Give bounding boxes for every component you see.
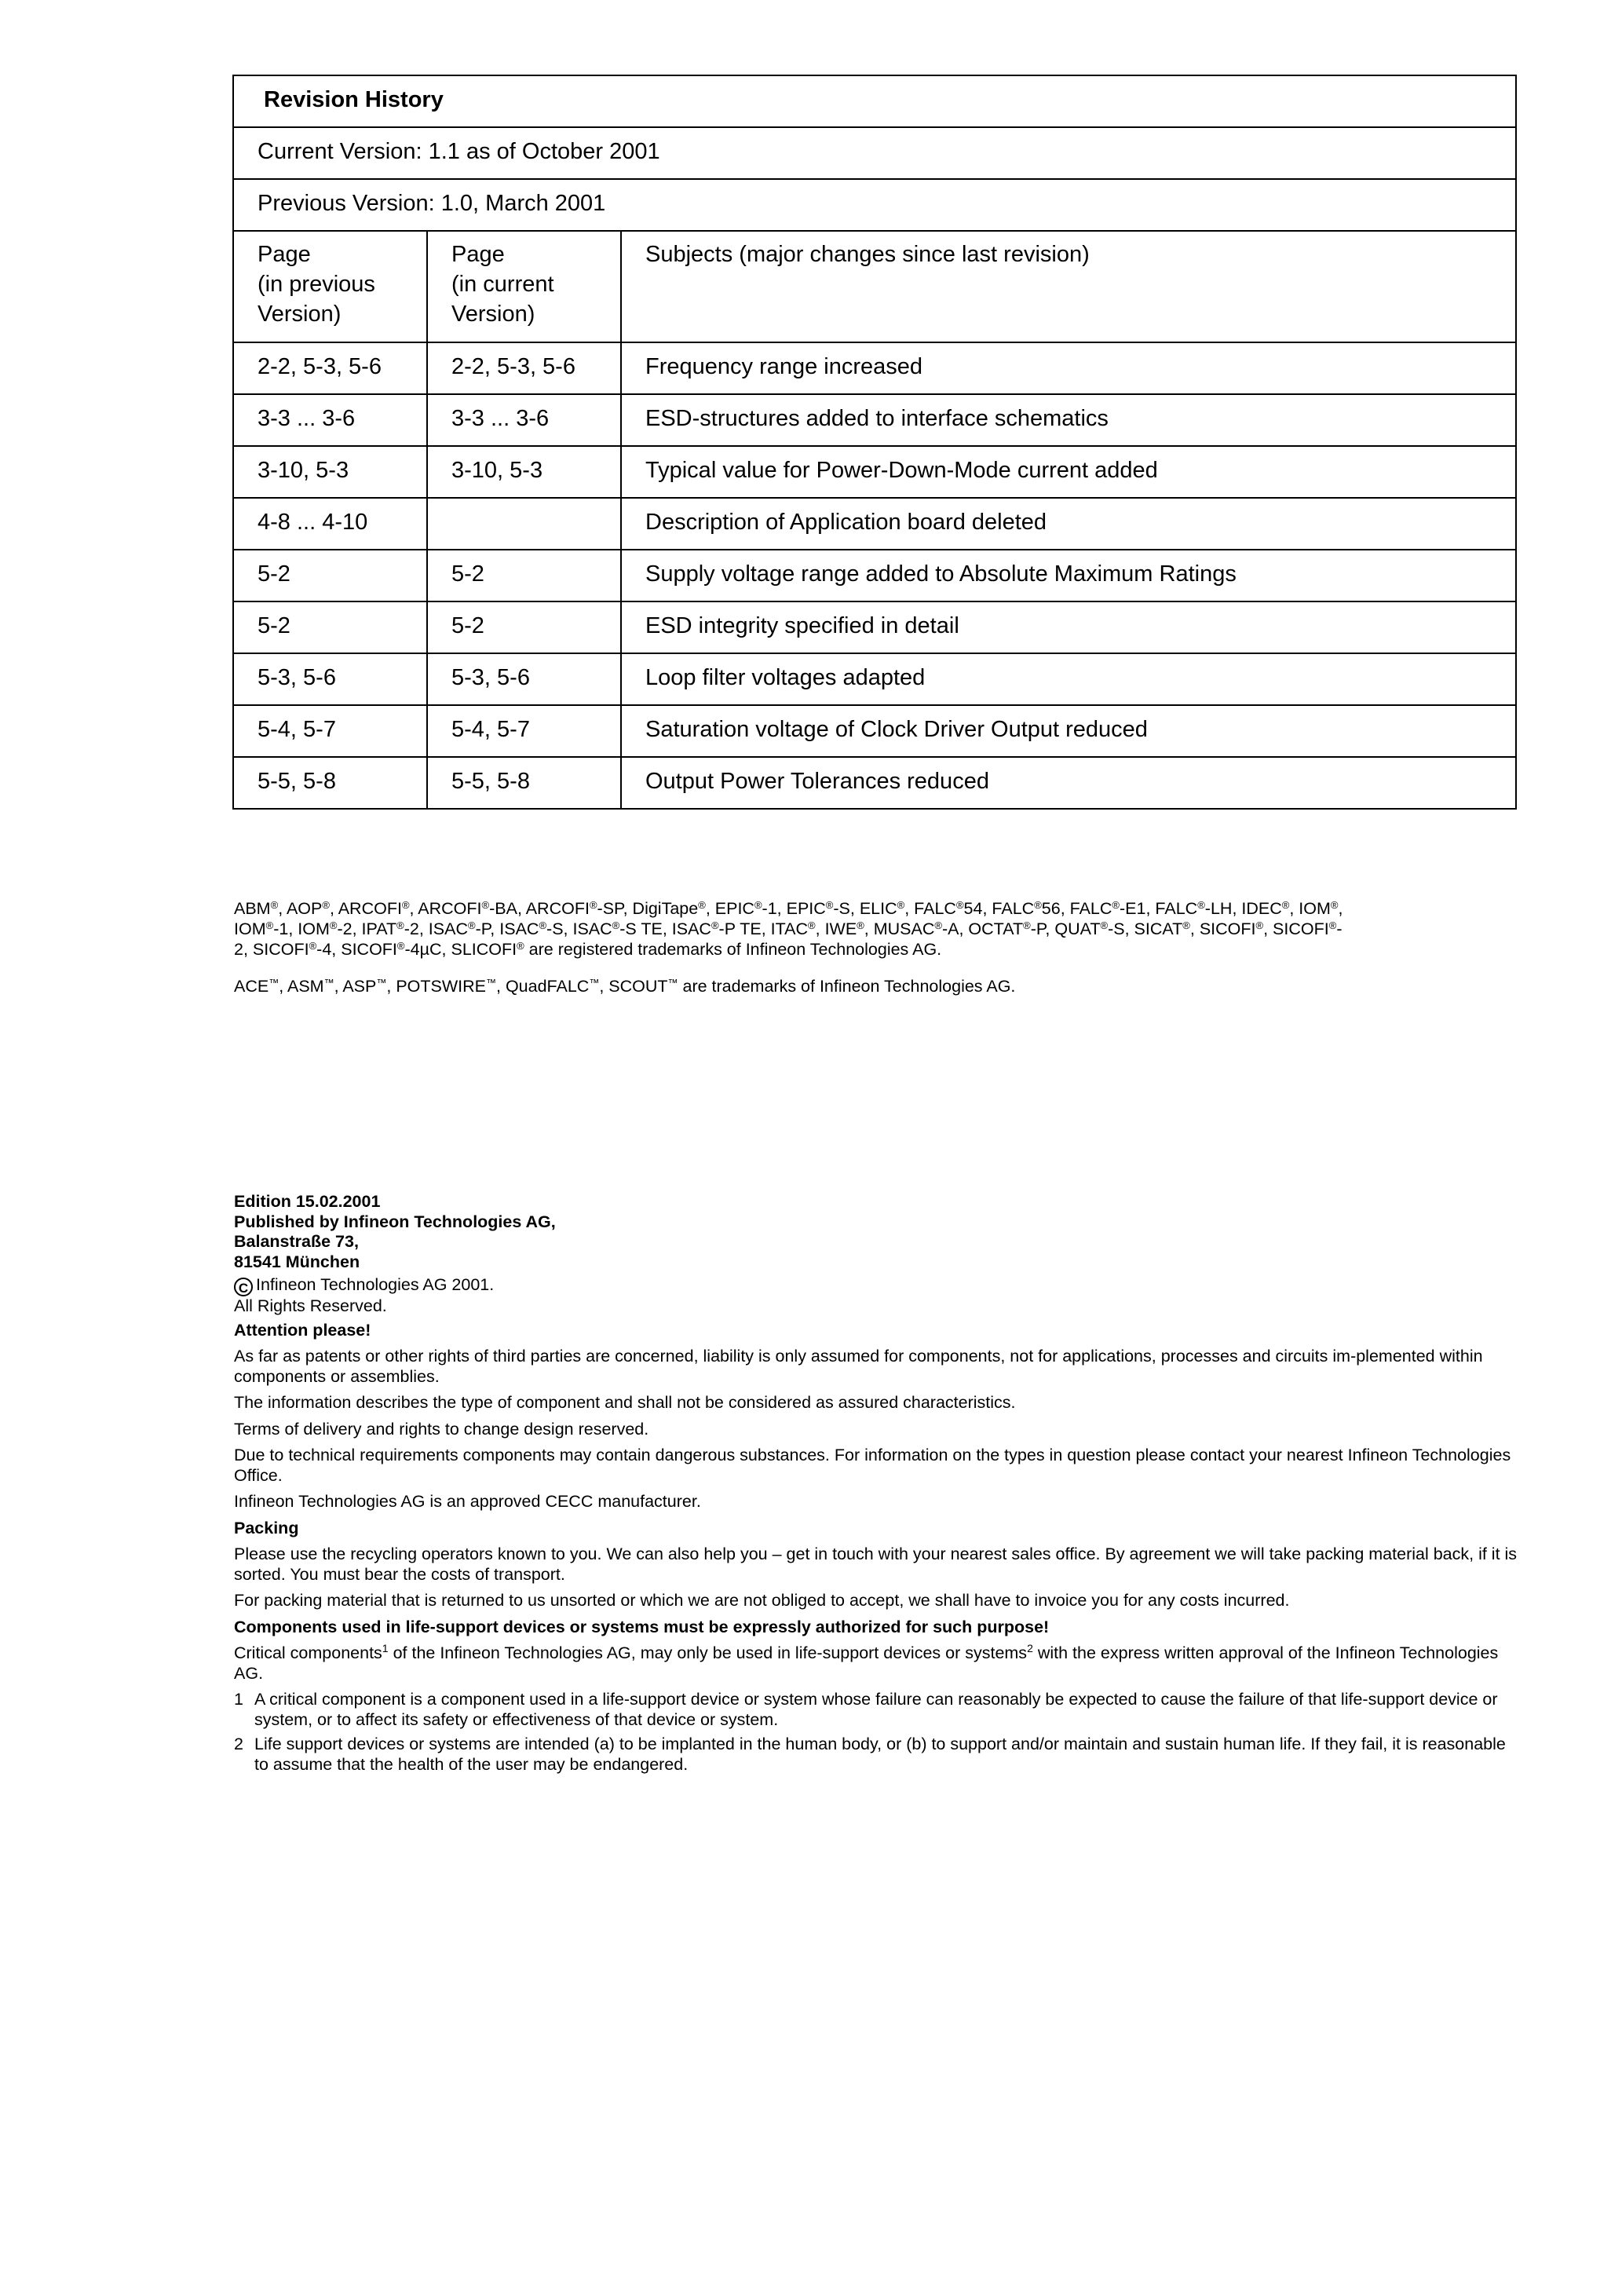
text-run: -4, SICOFI: [316, 940, 397, 959]
superscript-mark: ®: [539, 919, 547, 931]
subject-cell: Typical value for Power-Down-Mode current added: [621, 446, 1516, 498]
publisher: Published by Infineon Technologies AG,: [234, 1212, 556, 1231]
superscript-mark: ®: [309, 940, 317, 952]
text-run: -1, EPIC: [762, 899, 826, 918]
header-line: (in previous: [258, 272, 375, 297]
header-line: Version): [258, 302, 342, 327]
page-previous-cell: 4-8 ... 4-10: [233, 498, 427, 550]
text-run: , ARCOFI: [329, 899, 402, 918]
previous-version: Previous Version: 1.0, March 2001: [233, 179, 1516, 231]
text-run: of the Infineon Technologies AG, may only be used in life-support devices or systems: [388, 1643, 1028, 1662]
attention-paragraph: The information describes the type of component and shall not be considered as assured characteristics.: [234, 1393, 1016, 1412]
text-run: , ARCOFI: [409, 899, 482, 918]
text-run: -E1, FALC: [1120, 899, 1198, 918]
text-run: , SICOFI: [1263, 919, 1329, 938]
superscript-mark: ®: [467, 919, 476, 931]
superscript-mark: ™: [589, 977, 600, 989]
header-line: Version): [451, 302, 535, 327]
superscript-mark: ®: [396, 940, 405, 952]
attention-paragraph: As far as patents or other rights of third parties are concerned, liability is only assumed for components, not for applications, processes and circuits im-plemented within components or assemblies.: [234, 1347, 1483, 1386]
trademark-line: [234, 898, 1518, 919]
packing-paragraph: Please use the recycling operators known to you. We can also help you – get in touch with your nearest sales office. By agreement we will take packing material back, if it is sorted. You must bear the costs of transport.: [234, 1545, 1518, 1584]
table-row: [233, 757, 1516, 809]
packing-heading: Packing: [234, 1518, 299, 1537]
text-run: , MUSAC: [864, 919, 935, 938]
text-run: , IOM: [1289, 899, 1331, 918]
text-run: with the express written approval of the Infineon Technologies AG.: [234, 1643, 1499, 1683]
superscript-mark: ®: [711, 919, 719, 931]
superscript-mark: ™: [376, 977, 387, 989]
superscript-mark: ®: [825, 899, 834, 911]
header-subjects: Subjects (major changes since last revision): [621, 231, 1516, 342]
superscript-mark: 1: [382, 1642, 389, 1654]
imprint: [234, 1192, 1518, 1779]
footnote-number: 1: [234, 1690, 243, 1709]
superscript-mark: ®: [481, 899, 490, 911]
text-run: , POTSWIRE: [386, 977, 486, 996]
page-current-cell: 5-4, 5-7: [427, 705, 621, 757]
page-current-cell: [427, 498, 621, 550]
text-run: -SP, DigiTape: [597, 899, 699, 918]
trademark-line: [234, 976, 1518, 996]
attention-heading: Attention please!: [234, 1320, 371, 1340]
superscript-mark: ™: [667, 977, 678, 989]
text-run: -P, QUAT: [1030, 919, 1101, 938]
page-current-cell: 3-3 ... 3-6: [427, 394, 621, 446]
text-run: , QuadFALC: [496, 977, 590, 996]
superscript-mark: ®: [270, 899, 279, 911]
subject-cell: ESD integrity specified in detail: [621, 601, 1516, 653]
superscript-mark: ®: [1112, 899, 1120, 911]
header-line: Page: [451, 242, 505, 267]
text-run: -S, ISAC: [546, 919, 612, 938]
attention-paragraph: Terms of delivery and rights to change design reserved.: [234, 1419, 649, 1439]
table-row: [233, 342, 1516, 394]
page-current-cell: 5-2: [427, 550, 621, 601]
text-run: , IWE: [815, 919, 857, 938]
copyright-icon: C: [234, 1278, 253, 1296]
superscript-mark: ®: [517, 940, 524, 952]
superscript-mark: ®: [857, 919, 864, 931]
critical-components-paragraph: [234, 1643, 1518, 1684]
subject-cell: Saturation voltage of Clock Driver Output reduced: [621, 705, 1516, 757]
table-header-row: [233, 231, 1516, 342]
text-run: -P, ISAC: [475, 919, 539, 938]
life-support-heading: Components used in life-support devices or systems must be expressly authorized for such purpose!: [234, 1617, 1050, 1636]
current-version-row: [233, 127, 1516, 179]
packing-paragraph: For packing material that is returned to us unsorted or which we are not obliged to accept, we shall have to invoice you for any costs incurred.: [234, 1591, 1290, 1610]
copyright-line: [234, 1275, 1518, 1296]
revision-title-row: [233, 75, 1516, 127]
text-run: -: [1336, 919, 1343, 938]
text-run: , SICOFI: [1189, 919, 1256, 938]
previous-version-row: [233, 179, 1516, 231]
subject-cell: Supply voltage range added to Absolute Maximum Ratings: [621, 550, 1516, 601]
superscript-mark: ®: [897, 899, 905, 911]
footnote-text: Life support devices or systems are intended (a) to be implanted in the human body, or (b) to support and/or maintain and sustain human life. If they fail, it is reasonable to assume that the health of the user may be endangered.: [254, 1735, 1506, 1774]
text-run: , FALC: [904, 899, 956, 918]
subject-cell: Frequency range increased: [621, 342, 1516, 394]
page-previous-cell: 5-4, 5-7: [233, 705, 427, 757]
superscript-mark: ®: [1182, 919, 1190, 931]
superscript-mark: 2: [1027, 1642, 1033, 1654]
text-run: , EPIC: [705, 899, 754, 918]
text-run: Critical components: [234, 1643, 382, 1662]
text-run: , AOP: [278, 899, 323, 918]
revision-history-table: [232, 75, 1517, 810]
trademark-line: [234, 939, 1518, 960]
footnote: [234, 1735, 1518, 1775]
text-run: -S, SICAT: [1108, 919, 1183, 938]
superscript-mark: ™: [486, 977, 496, 989]
table-row: [233, 653, 1516, 705]
superscript-mark: ®: [589, 899, 597, 911]
subject-cell: Loop filter voltages adapted: [621, 653, 1516, 705]
table-row: [233, 601, 1516, 653]
text-run: -2, IPAT: [337, 919, 397, 938]
superscript-mark: ®: [322, 899, 330, 911]
superscript-mark: ®: [1330, 899, 1339, 911]
subject-cell: Output Power Tolerances reduced: [621, 757, 1516, 809]
text-run: -P TE, ITAC: [718, 919, 809, 938]
text-run: -4µC, SLICOFI: [404, 940, 517, 959]
text-run: ACE: [234, 977, 269, 996]
superscript-mark: ®: [1281, 899, 1290, 911]
text-run: ABM: [234, 899, 271, 918]
header-page-current: [427, 231, 621, 342]
text-run: are trademarks of Infineon Technologies AG.: [678, 977, 1016, 996]
trademarks: [234, 976, 1518, 996]
superscript-mark: ®: [1328, 919, 1337, 931]
text-run: IOM: [234, 919, 266, 938]
superscript-mark: ®: [1197, 899, 1205, 911]
trademark-line: [234, 919, 1518, 939]
subject-cell: ESD-structures added to interface schematics: [621, 394, 1516, 446]
attention-paragraphs: [234, 1347, 1518, 1512]
superscript-mark: ®: [1023, 919, 1031, 931]
edition: Edition 15.02.2001: [234, 1192, 381, 1211]
revision-history-title: Revision History: [233, 75, 1516, 127]
text-run: are registered trademarks of Infineon Technologies AG.: [524, 940, 942, 959]
page-previous-cell: 3-3 ... 3-6: [233, 394, 427, 446]
text-run: , SCOUT: [599, 977, 668, 996]
text-run: -A, OCTAT: [941, 919, 1024, 938]
superscript-mark: ®: [1100, 919, 1109, 931]
text-run: 56, FALC: [1041, 899, 1112, 918]
header-page-previous: [233, 231, 427, 342]
copyright-text: Infineon Technologies AG 2001.: [256, 1275, 495, 1294]
text-run: , ASM: [279, 977, 324, 996]
text-run: -2, ISAC: [404, 919, 468, 938]
footnotes: [234, 1690, 1518, 1775]
publisher-street: Balanstraße 73,: [234, 1232, 359, 1251]
superscript-mark: ®: [401, 899, 410, 911]
page-current-cell: 5-3, 5-6: [427, 653, 621, 705]
table-row: [233, 705, 1516, 757]
page-current-cell: 5-2: [427, 601, 621, 653]
page-current-cell: 5-5, 5-8: [427, 757, 621, 809]
text-run: 54, FALC: [963, 899, 1035, 918]
publisher-city: 81541 München: [234, 1252, 360, 1271]
page-previous-cell: 5-3, 5-6: [233, 653, 427, 705]
header-line: (in current: [451, 272, 554, 297]
text-run: -LH, IDEC: [1204, 899, 1282, 918]
text-run: -BA, ARCOFI: [489, 899, 590, 918]
attention-paragraph: Due to technical requirements components may contain dangerous substances. For information on the types in question please contact your nearest Infineon Technologies Office.: [234, 1446, 1511, 1485]
page-current-cell: 3-10, 5-3: [427, 446, 621, 498]
text-run: -1, IOM: [273, 919, 330, 938]
header-line: Page: [258, 242, 311, 267]
superscript-mark: ®: [1034, 899, 1042, 911]
superscript-mark: ®: [808, 919, 816, 931]
superscript-mark: ®: [612, 919, 620, 931]
superscript-mark: ®: [934, 919, 942, 931]
rights: All Rights Reserved.: [234, 1296, 387, 1315]
page-previous-cell: 3-10, 5-3: [233, 446, 427, 498]
table-row: [233, 550, 1516, 601]
text-run: 2, SICOFI: [234, 940, 309, 959]
superscript-mark: ™: [323, 977, 334, 989]
page-current-cell: 2-2, 5-3, 5-6: [427, 342, 621, 394]
text-run: -S, ELIC: [833, 899, 897, 918]
superscript-mark: ®: [396, 919, 404, 931]
superscript-mark: ®: [1255, 919, 1264, 931]
table-row: [233, 498, 1516, 550]
table-row: [233, 446, 1516, 498]
superscript-mark: ™: [269, 977, 279, 989]
footnote-number: 2: [234, 1735, 243, 1753]
page-previous-cell: 5-5, 5-8: [233, 757, 427, 809]
page-previous-cell: 5-2: [233, 601, 427, 653]
subject-cell: Description of Application board deleted: [621, 498, 1516, 550]
current-version: Current Version: 1.1 as of October 2001: [233, 127, 1516, 179]
footnote: [234, 1690, 1518, 1730]
footnote-text: A critical component is a component used in a life-support device or system whose failure can reasonably be expected to cause the failure of that life-support device or system, or to affect its safety or effectiveness of that device or system.: [254, 1690, 1498, 1729]
text-run: , ASP: [334, 977, 377, 996]
attention-paragraph: Infineon Technologies AG is an approved CECC manufacturer.: [234, 1492, 701, 1511]
superscript-mark: ®: [698, 899, 706, 911]
page-previous-cell: 2-2, 5-3, 5-6: [233, 342, 427, 394]
table-row: [233, 394, 1516, 446]
registered-trademarks: [234, 898, 1518, 960]
page-previous-cell: 5-2: [233, 550, 427, 601]
packing-paragraphs: [234, 1545, 1518, 1611]
text-run: -S TE, ISAC: [619, 919, 711, 938]
superscript-mark: ®: [955, 899, 964, 911]
text-run: ,: [1338, 899, 1343, 918]
superscript-mark: ®: [265, 919, 274, 931]
superscript-mark: ®: [329, 919, 338, 931]
superscript-mark: ®: [754, 899, 762, 911]
